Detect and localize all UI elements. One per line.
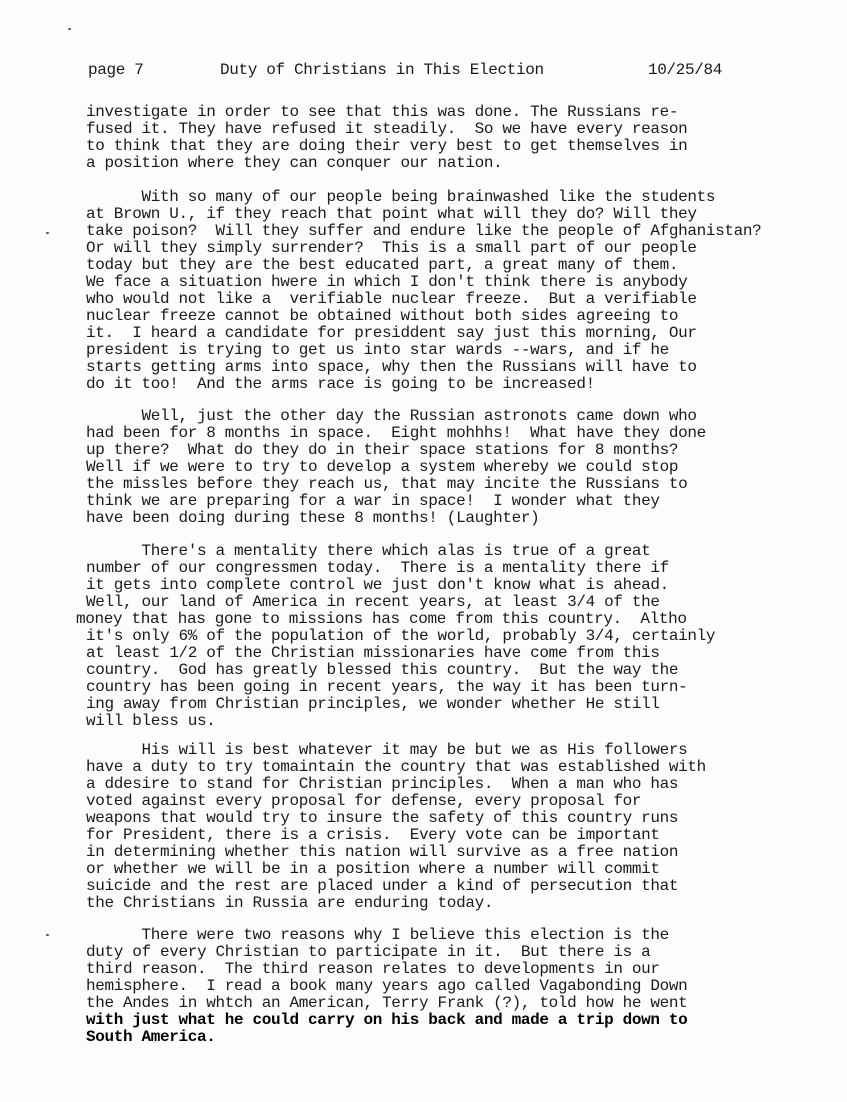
text-line: the missles before they reach us, that may incite the Russians to — [86, 475, 688, 493]
text-line: nuclear freeze cannot be obtained without both sides agreeing to — [86, 307, 679, 325]
text-line: We face a situation hwere in which I don't think there is anybody — [86, 273, 688, 291]
text-line: have been doing during these 8 months! (Laughter) — [86, 509, 540, 527]
text-line: country has been going in recent years, the way it has been turn- — [86, 678, 688, 696]
text-line: it's only 6% of the population of the world, probably 3/4, certainly — [86, 627, 716, 645]
page-number: page 7 — [88, 61, 144, 79]
text-line: ing away from Christian principles, we wonder whether He still — [86, 695, 660, 713]
text-line: the Andes in whtch an American, Terry Frank (?), told how he went — [86, 994, 688, 1012]
text-line: investigate in order to see that this was done. The Russians re- — [86, 103, 679, 121]
text-line: starts getting arms into space, why then the Russians will have to — [86, 358, 697, 376]
text-line: There's a mentality there which alas is true of a great — [86, 542, 651, 560]
text-line: have a duty to try tomaintain the country that was established with — [86, 758, 706, 776]
text-line: South America. — [86, 1028, 216, 1046]
text-line: to think that they are doing their very best to get themselves in — [86, 137, 688, 155]
text-line: for President, there is a crisis. Every vote can be important — [86, 826, 660, 844]
text-line: money that has gone to missions has come from this country. Altho — [76, 610, 687, 628]
text-line: will bless us. — [86, 712, 216, 730]
text-line: number of our congressmen today. There is a mentality there if — [86, 559, 669, 577]
text-line: Well, just the other day the Russian astronots came down who — [86, 407, 697, 425]
page-header — [88, 61, 788, 81]
text-line: had been for 8 months in space. Eight mohhhs! What have they done — [86, 424, 706, 442]
text-line: third reason. The third reason relates to developments in our — [86, 960, 660, 978]
text-line: up there? What do they do in their space stations for 8 months? — [86, 441, 679, 459]
text-line: do it too! And the arms race is going to be increased! — [86, 375, 595, 393]
text-line: think we are preparing for a war in space! I wonder what they — [86, 492, 660, 510]
document-title: Duty of Christians in This Election — [220, 61, 544, 79]
text-line: today but they are the best educated part, a great many of them. — [86, 256, 679, 274]
scan-speck — [68, 28, 71, 30]
text-line: country. God has greatly blessed this country. But the way the — [86, 661, 679, 679]
text-line: Or will they simply surrender? This is a small part of our people — [86, 239, 697, 257]
text-line: or whether we will be in a position where a number will commit — [86, 860, 660, 878]
text-line: who would not like a verifiable nuclear freeze. But a verifiable — [86, 290, 697, 308]
text-line: in determining whether this nation will survive as a free nation — [86, 843, 679, 861]
text-line: With so many of our people being brainwashed like the students — [86, 188, 716, 206]
text-line: it. I heard a candidate for presiddent say just this morning, Our — [86, 324, 697, 342]
text-line: His will is best whatever it may be but we as His followers — [86, 741, 688, 759]
scan-speck — [46, 934, 49, 936]
text-line: Well, our land of America in recent years, at least 3/4 of the — [86, 593, 660, 611]
text-line: with just what he could carry on his back and made a trip down to — [86, 1011, 688, 1029]
text-line: at Brown U., if they reach that point what will they do? Will they — [86, 205, 697, 223]
scan-speck — [46, 232, 49, 234]
text-line: take poison? Will they suffer and endure like the people of Afghanistan? — [86, 222, 762, 240]
text-line: a position where they can conquer our nation. — [86, 154, 503, 172]
text-line: hemisphere. I read a book many years ago called Vagabonding Down — [86, 977, 688, 995]
text-line: at least 1/2 of the Christian missionaries have come from this — [86, 644, 660, 662]
text-line: weapons that would try to insure the safety of this country runs — [86, 809, 679, 827]
text-line: suicide and the rest are placed under a kind of persecution that — [86, 877, 679, 895]
text-line: Well if we were to try to develop a system whereby we could stop — [86, 458, 679, 476]
text-line: There were two reasons why I believe this election is the — [86, 926, 669, 944]
text-line: it gets into complete control we just don't know what is ahead. — [86, 576, 669, 594]
text-line: duty of every Christian to participate in it. But there is a — [86, 943, 651, 961]
document-date: 10/25/84 — [648, 61, 723, 79]
text-line: voted against every proposal for defense, every proposal for — [86, 792, 642, 810]
text-line: president is trying to get us into star wards --wars, and if he — [86, 341, 669, 359]
text-line: a ddesire to stand for Christian principles. When a man who has — [86, 775, 679, 793]
text-line: the Christians in Russia are enduring today. — [86, 894, 494, 912]
text-line: fused it. They have refused it steadily. So we have every reason — [86, 120, 688, 138]
